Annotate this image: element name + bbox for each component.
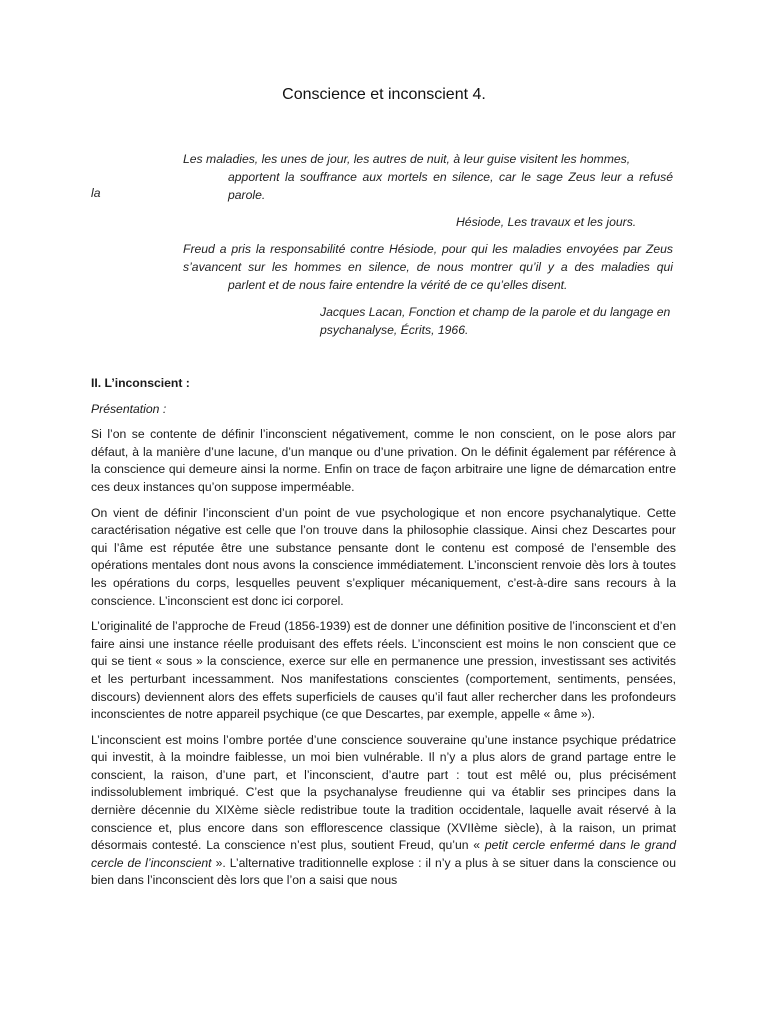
paragraph bbox=[91, 732, 676, 890]
epigraph-lacan bbox=[183, 240, 673, 294]
epigraph-line: apportent la souffrance aux mortels en silence, car le sage Zeus leur a refusé bbox=[228, 170, 673, 184]
epigraph-hesiode bbox=[183, 150, 673, 204]
paragraph: Si l’on se contente de définir l’inconscient négativement, comme le non conscient, on le pose alors par défaut, à la manière d’une lacune, d’un manque ou d’une privation. On le définit également par référence à la conscience qui demeure ainsi la norme. Enfin on trace de façon arbitraire une ligne de démarcation entre ces deux instances qu’on suppose imperméable. bbox=[91, 427, 676, 494]
paragraph-text: L’inconscient est moins l’ombre portée d’une conscience souveraine qu’une instance psychique prédatrice qui investit, à la moindre faiblesse, un moi bien vulnérable. Il n’y a plus alors de grand partage entre le conscient, la raison, d’une part, et l’inconscient, d’autre part : tout est mêlé ou, plus précisément indissolublement imbriqué. C’est que la psychanalyse freudienne qui va établir ses principes dans la dernière décennie du XIXème siècle redistribue toute la tradition occidentale, laquelle avait réservé à la conscience et, plus encore dans son efflorescence classique (XVIIème siècle), à la raison, un primat désormais contesté. La conscience n’est plus, soutient Freud, qu’un « bbox=[91, 732, 676, 853]
epigraph-line: parole. bbox=[228, 188, 266, 202]
epigraph-line: parlent et de nous faire entendre la vérité de ce qu’elles disent. bbox=[228, 278, 568, 292]
paragraph: On vient de définir l’inconscient d’un point de vue psychologique et non encore psychanalytique. Cette caractérisation négative est celle que l’on trouve dans la philosophie classique. Ainsi chez Descartes pour qui l’âme est réputée être une substance pensante dont le contenu est composé de l’ensemble des opérations mentales dont nous avons la conscience immédiatement. L’inconscient renvoie dès lors à toutes les opérations du corps, lesquelles peuvent s’expliquer mécaniquement, c’est-à-dire sans recours à la conscience. L’inconscient est donc ici corporel. bbox=[91, 505, 676, 608]
epigraph-source: Hésiode, Les travaux et les jours. bbox=[456, 215, 637, 229]
epigraph-line: s’avancent sur les hommes en silence, de nous montrer qu’il y a des maladies qui bbox=[183, 260, 673, 274]
freud-quote: petit cercle enfermé dans le grand cercle de l’inconscient bbox=[91, 838, 676, 870]
paragraph-text: ». L’alternative traditionnelle explose : il n’y a plus à se situer dans la conscience ou bien dans l’inconscient dès lors que l’on a saisi que nous bbox=[91, 855, 676, 888]
document-title: Conscience et inconscient 4. bbox=[282, 86, 486, 103]
epigraph-line: Freud a pris la responsabilité contre Hésiode, pour qui les maladies envoyées par Zeus bbox=[183, 242, 673, 256]
epigraph-source: Jacques Lacan, Fonction et champ de la parole et du langage en psychanalyse, Écrits, 1966. bbox=[320, 305, 671, 337]
epigraph-line: Les maladies, les unes de jour, les autres de nuit, à leur guise visitent les hommes, bbox=[183, 152, 631, 166]
paragraph: L’originalité de l’approche de Freud (1856-1939) est de donner une définition positive de l’inconscient et d’en faire ainsi une instance réelle produisant des effets réels. L’inconscient est moins le non conscient que ce qui se tient « sous » la conscience, exerce sur elle en permanence une pression, investissant ses activités et les perturbant incessamment. Nos manifestations conscientes (comportement, sentiments, pensées, discours) deviennent alors des effets superficiels de causes qu’il faut aller rechercher dans les profondeurs inconscientes de notre appareil psychique (ce que Descartes, par exemple, appelle « âme »). bbox=[91, 619, 676, 722]
section-heading: II. L’inconscient : bbox=[91, 376, 190, 390]
document-body bbox=[91, 375, 676, 898]
subheading: Présentation : bbox=[91, 401, 167, 416]
epigraph-orphan-word: la bbox=[91, 186, 101, 200]
